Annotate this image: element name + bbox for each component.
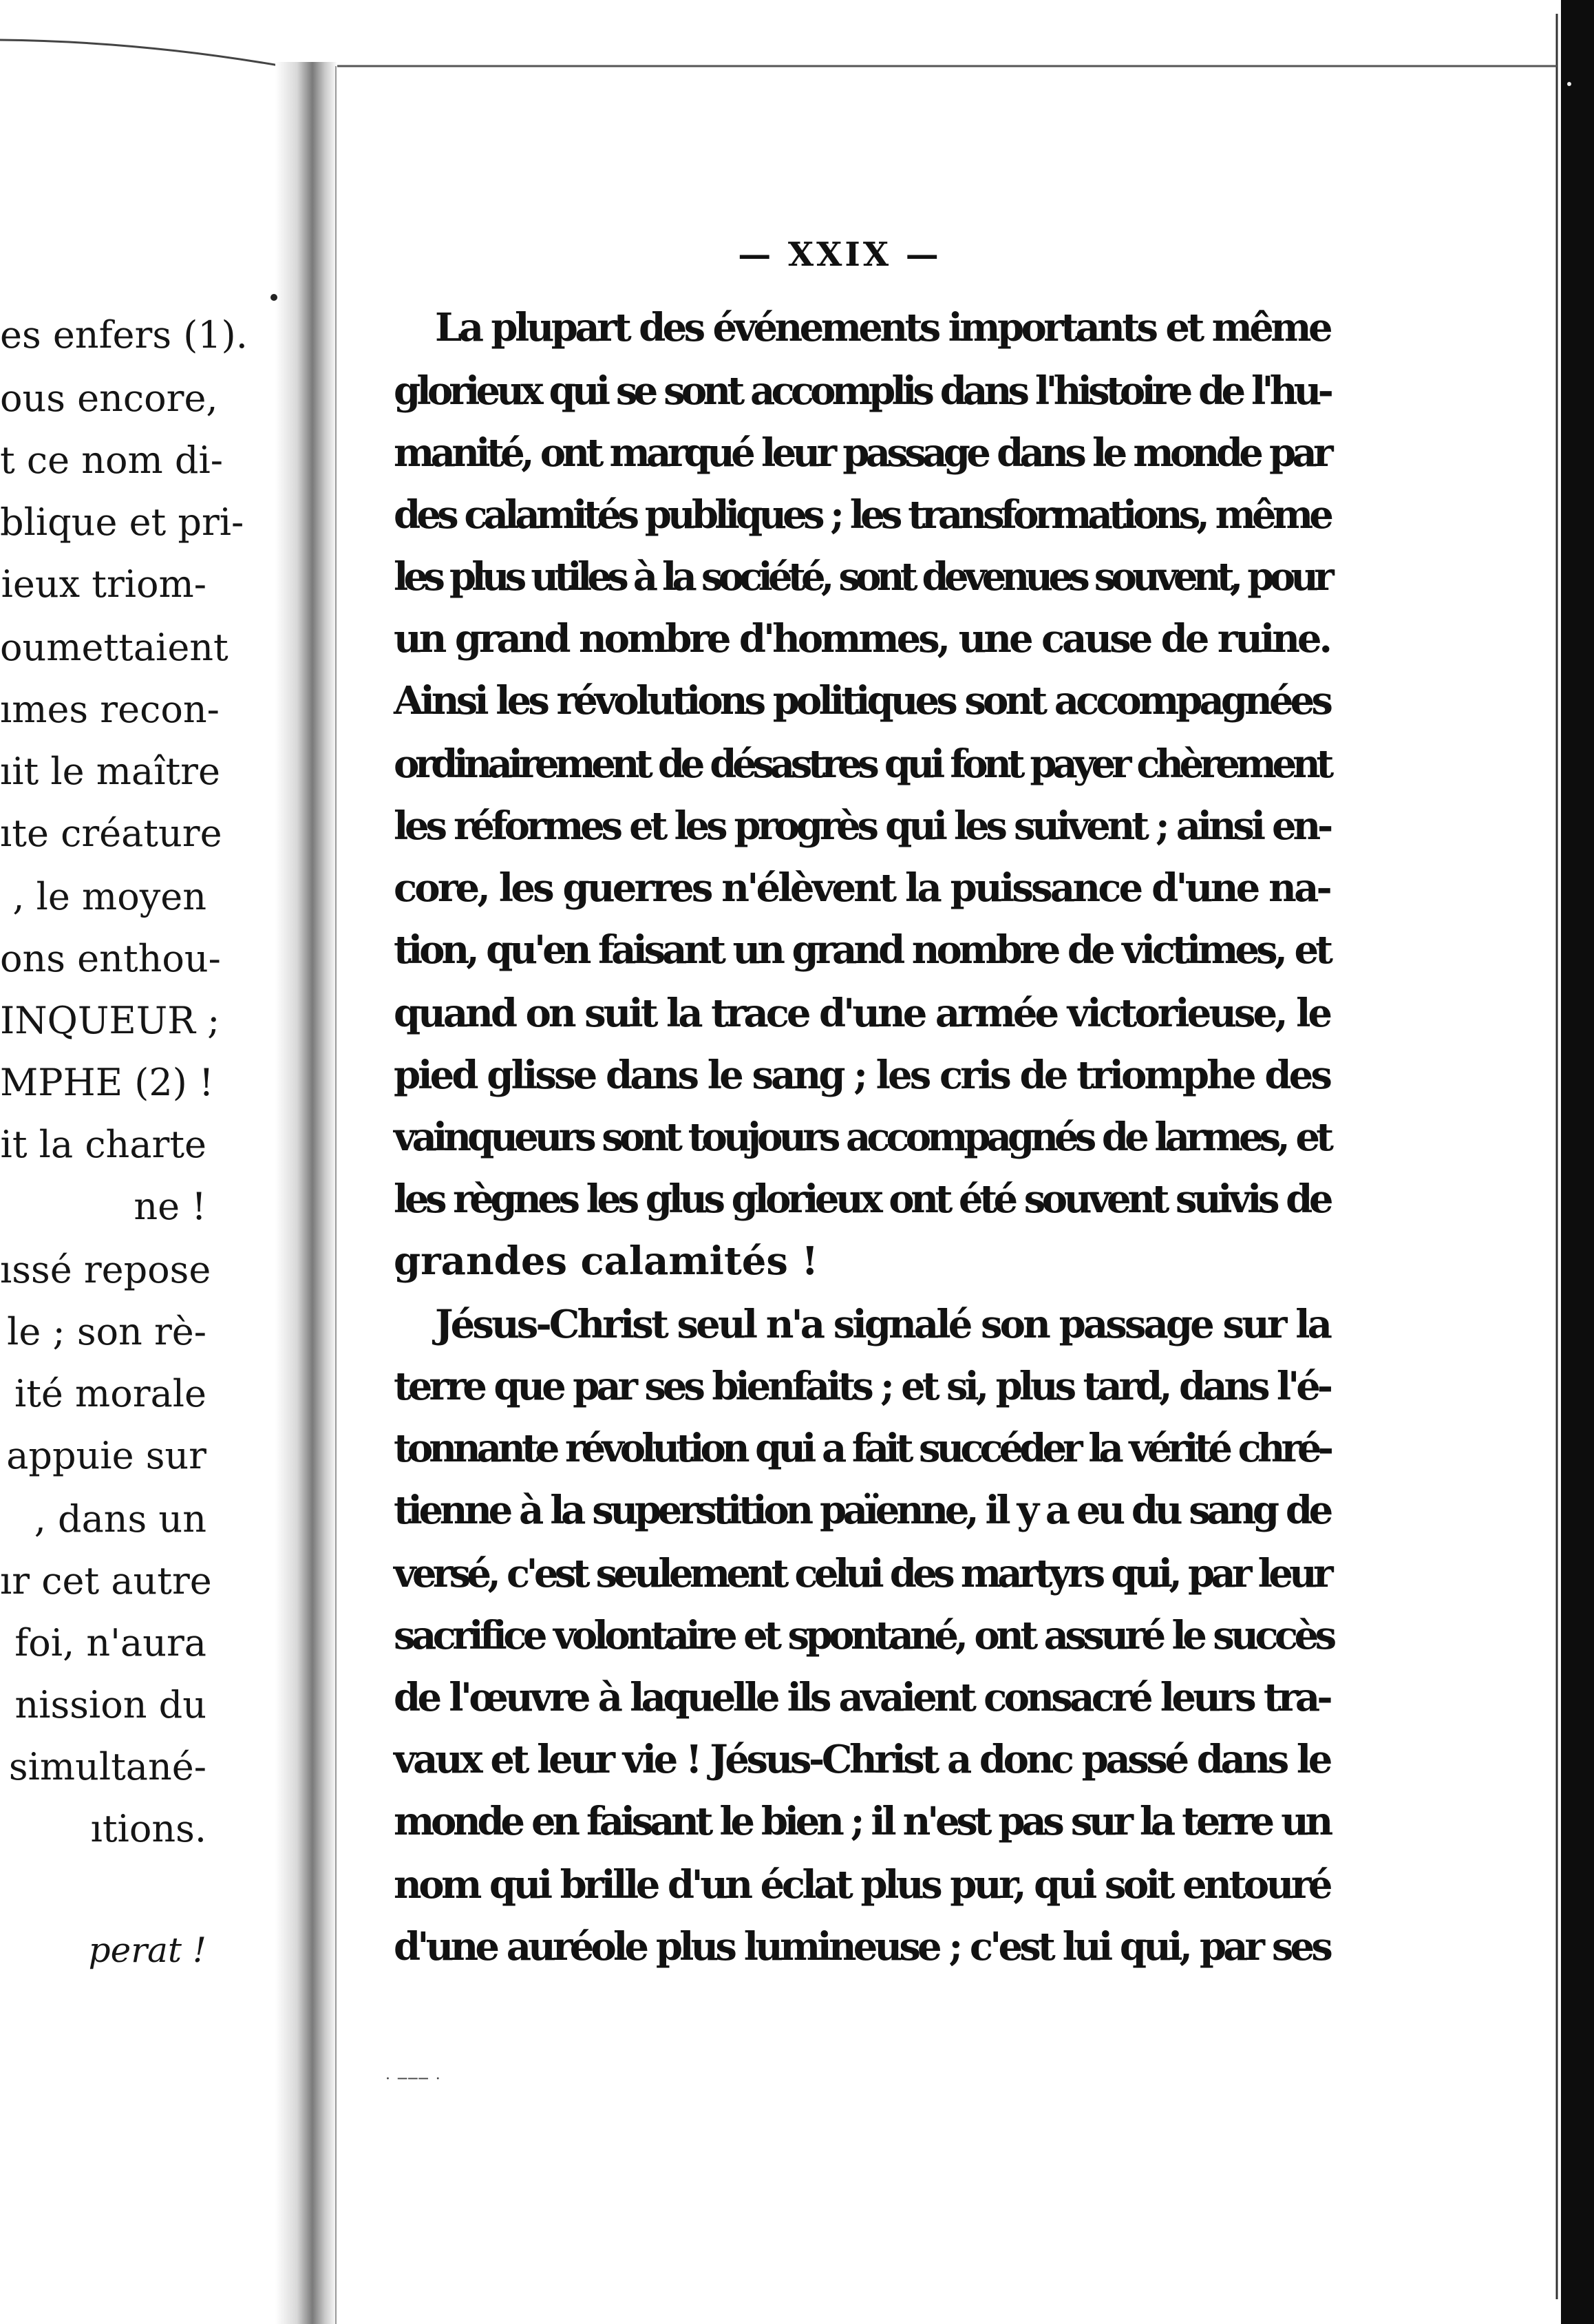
previous-page-line: ieux triom-	[1, 562, 206, 606]
previous-page-line: it la charte	[0, 1123, 206, 1166]
text-line: vainqueurs sont toujours accompagnés de larmes, et	[394, 1115, 1330, 1160]
previous-page-line: appuie sur	[6, 1434, 206, 1477]
previous-page-line: ıte créature	[0, 812, 222, 855]
text-line: de l'œuvre à laquelle ils avaient consacré leurs tra-	[394, 1675, 1330, 1720]
text-line: les règnes les glus glorieux ont été souvent suivis de	[394, 1176, 1330, 1222]
text-line: Jésus-Christ seul n'a signalé son passage sur la	[435, 1302, 1330, 1347]
text-line: monde en faisant le bien ; il n'est pas sur la terre un	[394, 1799, 1330, 1844]
previous-page-line: ons enthou-	[0, 937, 221, 980]
previous-page-line: foi, n'aura	[14, 1621, 206, 1665]
previous-page-line: ımes recon-	[0, 688, 220, 731]
text-line: les réformes et les progrès qui les suivent ; ainsi en-	[394, 803, 1330, 849]
text-line: core, les guerres n'élèvent la puissance d'une na-	[394, 865, 1330, 911]
previous-page-line: , le moyen	[12, 875, 206, 918]
previous-page-line: es enfers (1).	[0, 313, 248, 357]
previous-page-line: le ; son rè-	[7, 1310, 206, 1353]
text-line: d'une auréole plus lumineuse ; c'est lui qui, par ses	[394, 1924, 1330, 1969]
previous-page-footnote-line: perat !	[88, 1930, 206, 1970]
previous-page-line: simultané-	[8, 1745, 206, 1788]
previous-page-line: ité morale	[14, 1372, 206, 1415]
footer-rule-mark: · ─── ·	[385, 2071, 442, 2088]
text-line: tion, qu'en faisant un grand nombre de victimes, et	[394, 927, 1330, 973]
text-line: des calamités publiques ; les transformations, même	[394, 492, 1330, 538]
text-line: sacrifice volontaire et spontané, ont assuré le succès	[394, 1613, 1333, 1658]
previous-page-line: , dans un	[34, 1497, 206, 1541]
text-line: un grand nombre d'hommes, une cause de ruine.	[394, 616, 1330, 662]
text-line: La plupart des événements importants et même	[435, 305, 1330, 350]
text-line: manité, ont marqué leur passage dans le monde par	[394, 430, 1330, 476]
page-number: — XXIX —	[738, 235, 942, 274]
text-line: tonnante révolution qui a fait succéder la vérité chré-	[394, 1426, 1330, 1471]
text-line: grandes calamités !	[394, 1238, 819, 1284]
previous-page-line: nission du	[14, 1683, 206, 1726]
previous-page-line: ıtions.	[90, 1807, 206, 1850]
previous-page-line: blique et pri-	[0, 500, 244, 544]
text-line: nom qui brille d'un éclat plus pur, qui soit entouré	[394, 1862, 1330, 1908]
text-line: tienne à la superstition païenne, il y a eu du sang de	[394, 1488, 1330, 1533]
previous-page-line: oumettaient	[0, 626, 229, 669]
previous-page-line: ıit le maître	[0, 750, 220, 793]
text-line: quand on suit la trace d'une armée victorieuse, le	[394, 991, 1330, 1036]
previous-page-line: MPHE (2) !	[0, 1061, 214, 1104]
text-line: Ainsi les révolutions politiques sont accompagnées	[394, 678, 1330, 723]
previous-page-line: t ce nom di-	[0, 439, 223, 482]
previous-page-line: ır cet autre	[0, 1559, 212, 1603]
text-line: les plus utiles à la société, sont devenues souvent, pour	[394, 554, 1330, 600]
text-line: versé, c'est seulement celui des martyrs qui, par leur	[394, 1551, 1330, 1596]
previous-page-line: ıssé repose	[0, 1248, 211, 1291]
text-line: terre que par ses bienfaits ; et si, plus tard, dans l'é-	[394, 1364, 1330, 1409]
text-line: vaux et leur vie ! Jésus-Christ a donc passé dans le	[394, 1737, 1330, 1782]
text-line: ordinairement de désastres qui font payer chèrement	[394, 741, 1330, 787]
previous-page-line: INQUEUR ;	[0, 999, 220, 1042]
text-line: pied glisse dans le sang ; les cris de triomphe des	[394, 1053, 1330, 1098]
previous-page-line: ous encore,	[0, 377, 218, 420]
text-line: glorieux qui se sont accomplis dans l'histoire de l'hu-	[394, 368, 1330, 414]
previous-page-line: ne !	[134, 1185, 206, 1228]
